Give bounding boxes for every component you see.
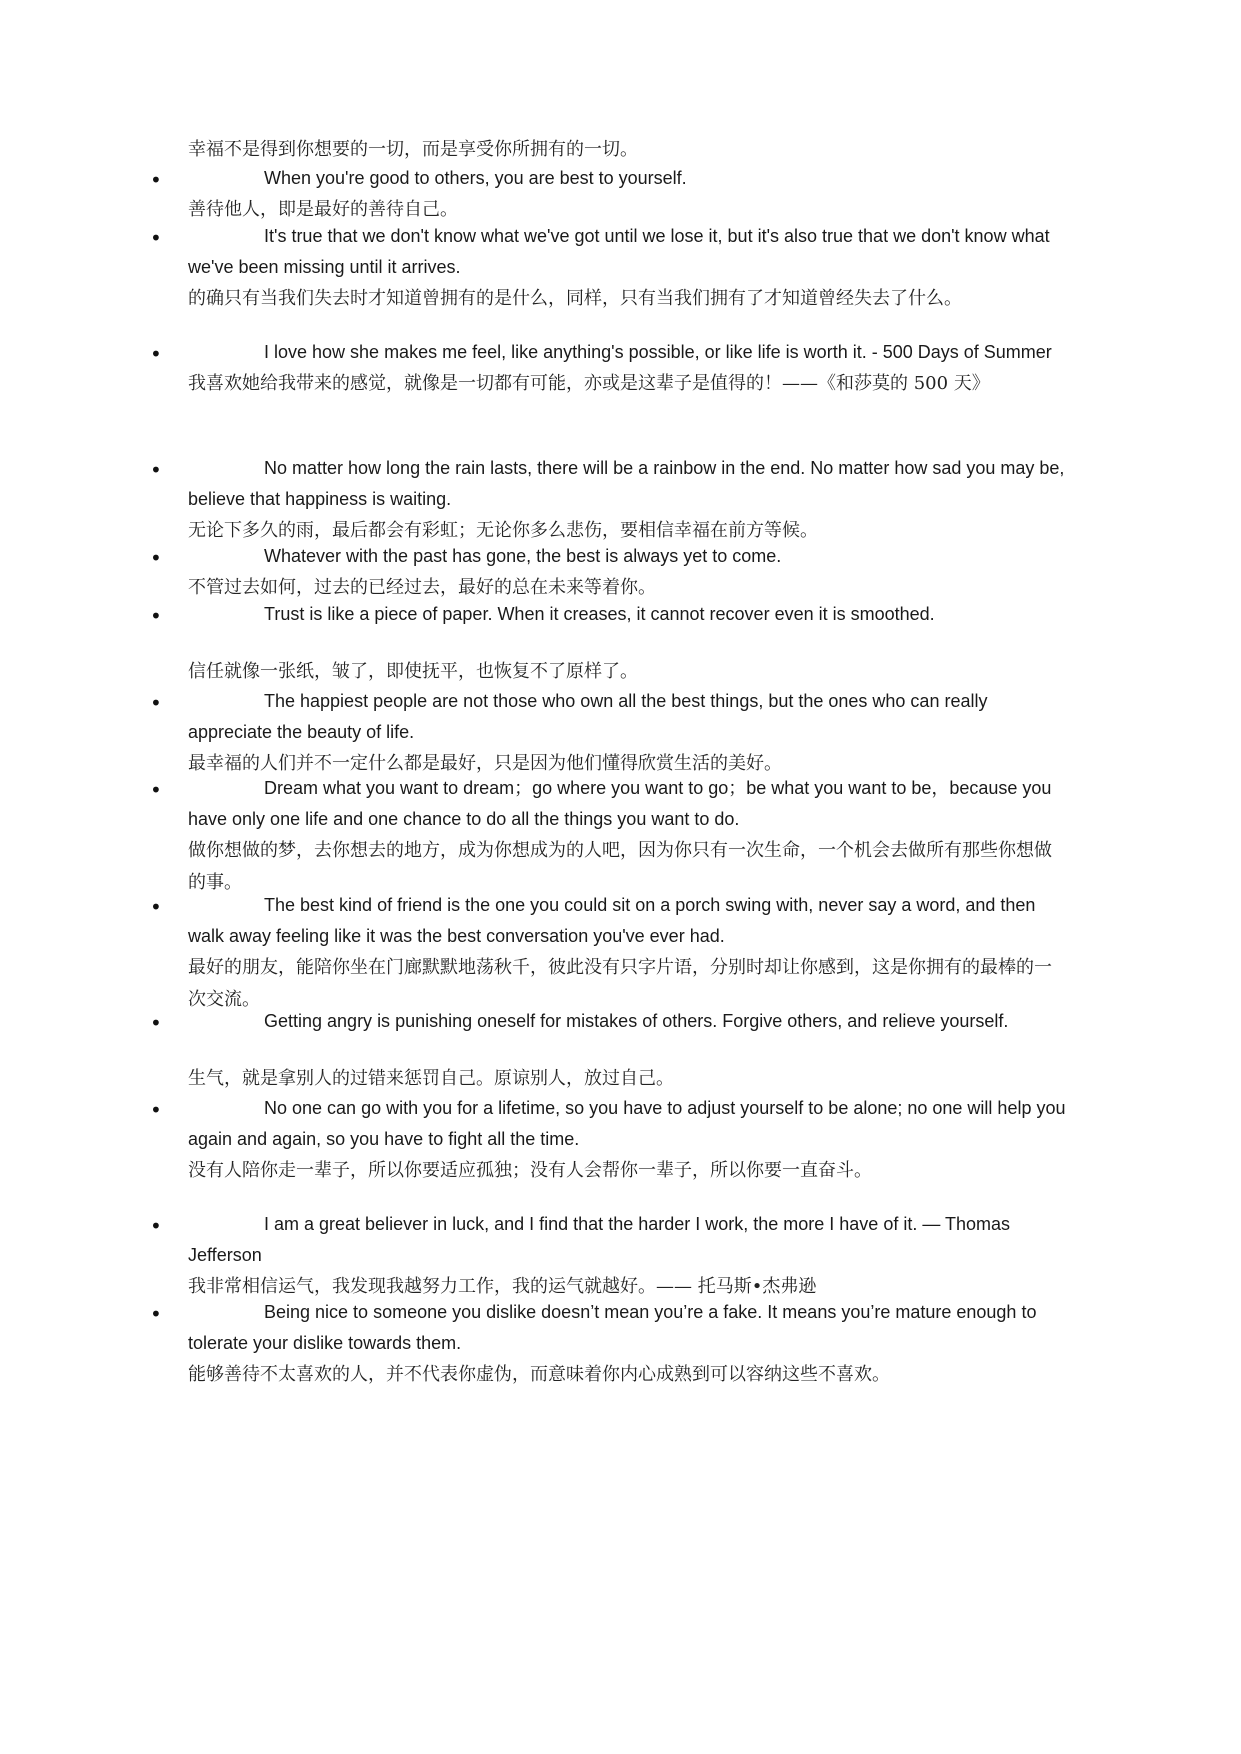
- quote-chinese: 能够善待不太喜欢的人，并不代表你虚伪，而意味着你内心成熟到可以容纳这些不喜欢。: [188, 1364, 890, 1385]
- quote-item: [188, 1006, 1068, 1037]
- quote-english: The best kind of friend is the one you could sit on a porch swing with, never say a word, and then walk away feeling like it was the best conversation you've ever had.: [188, 895, 1036, 946]
- quote-english: The happiest people are not those who own all the best things, but the ones who can really appreciate the beauty of life.: [188, 691, 988, 742]
- quote-english: No matter how long the rain lasts, there will be a rainbow in the end. No matter how sad you may be, believe that happiness is waiting.: [188, 458, 1065, 509]
- quote-item: [188, 453, 1068, 547]
- quote-english: No one can go with you for a lifetime, so you have to adjust yourself to be alone; no one will help you again and again, so you have to fight all the time.: [188, 1098, 1066, 1149]
- quote-chinese: 没有人陪你走一辈子，所以你要适应孤独；没有人会帮你一辈子，所以你要一直奋斗。: [188, 1160, 872, 1181]
- quote-english: I love how she makes me feel, like anything's possible, or like life is worth it. - 500 Days of Summer: [264, 342, 1052, 362]
- bullet-icon: [150, 233, 160, 243]
- bullet-icon: [150, 1105, 160, 1115]
- quote-english: Being nice to someone you dislike doesn’t mean you’re a fake. It means you’re mature enough to tolerate your dislike towards them.: [188, 1302, 1037, 1353]
- bullet-icon: [150, 785, 160, 795]
- quote-chinese: 最幸福的人们并不一定什么都是最好，只是因为他们懂得欣赏生活的美好。: [188, 753, 782, 774]
- quote-chinese: 善待他人，即是最好的善待自己。: [188, 199, 458, 220]
- quote-english: When you're good to others, you are best to yourself.: [264, 168, 687, 188]
- quote-chinese: 做你想做的梦，去你想去的地方，成为你想成为的人吧，因为你只有一次生命，一个机会去做所有那些你想做的事。: [188, 840, 1052, 893]
- quote-chinese: 不管过去如何，过去的已经过去，最好的总在未来等着你。: [188, 577, 656, 598]
- quote-english: Trust is like a piece of paper. When it creases, it cannot recover even it is smoothed.: [264, 604, 935, 624]
- quote-item: [188, 599, 1068, 630]
- bullet-icon: [150, 611, 160, 621]
- quote-item: [188, 686, 1068, 780]
- quote-english: Dream what you want to dream；go where you want to go；be what you want to be，because you have only one life and one chance to do all the things you want to do.: [188, 778, 1052, 829]
- quote-item: [188, 890, 1068, 1016]
- bullet-icon: [150, 175, 160, 185]
- bullet-icon: [150, 698, 160, 708]
- quote-chinese: 最好的朋友，能陪你坐在门廊默默地荡秋千，彼此没有只字片语，分别时却让你感到，这是你拥有的最棒的一次交流。: [188, 957, 1052, 1010]
- quote-chinese: 我非常相信运气，我发现我越努力工作，我的运气就越好。—— 托马斯•杰弗逊: [188, 1276, 817, 1297]
- quote-english: I am a great believer in luck, and I find that the harder I work, the more I have of it. — Thomas Jefferson: [188, 1214, 1011, 1265]
- bullet-icon: [150, 1309, 160, 1319]
- quote-item: [188, 1297, 1068, 1391]
- quote-item: [188, 541, 1068, 604]
- bullet-icon: [150, 1221, 160, 1231]
- bullet-icon: [150, 465, 160, 475]
- quote-item: [188, 221, 1068, 315]
- quote-item: [188, 773, 1068, 899]
- bullet-icon: [150, 553, 160, 563]
- quote-item: [188, 163, 1068, 226]
- quote-item: [188, 1209, 1068, 1303]
- quote-english: It's true that we don't know what we've got until we lose it, but it's also true that we don't know what we've been missing until it arrives.: [188, 226, 1050, 277]
- quote-english: Getting angry is punishing oneself for mistakes of others. Forgive others, and relieve yourself.: [264, 1011, 1009, 1031]
- quote-item: [188, 1093, 1068, 1187]
- bullet-icon: [150, 349, 160, 359]
- lead-translation: 幸福不是得到你想要的一切，而是享受你所拥有的一切。: [188, 139, 638, 160]
- quote-chinese: 生气，就是拿别人的过错来惩罚自己。原谅别人，放过自己。: [188, 1068, 674, 1089]
- quote-english: Whatever with the past has gone, the best is always yet to come.: [264, 546, 782, 566]
- quote-chinese: 无论下多久的雨，最后都会有彩虹；无论你多么悲伤，要相信幸福在前方等候。: [188, 520, 818, 541]
- bullet-icon: [150, 1018, 160, 1028]
- quote-item: [188, 337, 1068, 400]
- quote-chinese: 的确只有当我们失去时才知道曾拥有的是什么，同样，只有当我们拥有了才知道曾经失去了什么。: [188, 288, 962, 309]
- bullet-icon: [150, 902, 160, 912]
- quote-chinese: 信任就像一张纸，皱了，即使抚平，也恢复不了原样了。: [188, 661, 638, 682]
- quote-chinese: 我喜欢她给我带来的感觉，就像是一切都有可能，亦或是这辈子是值得的！——《和莎莫的 500 天》: [188, 373, 990, 394]
